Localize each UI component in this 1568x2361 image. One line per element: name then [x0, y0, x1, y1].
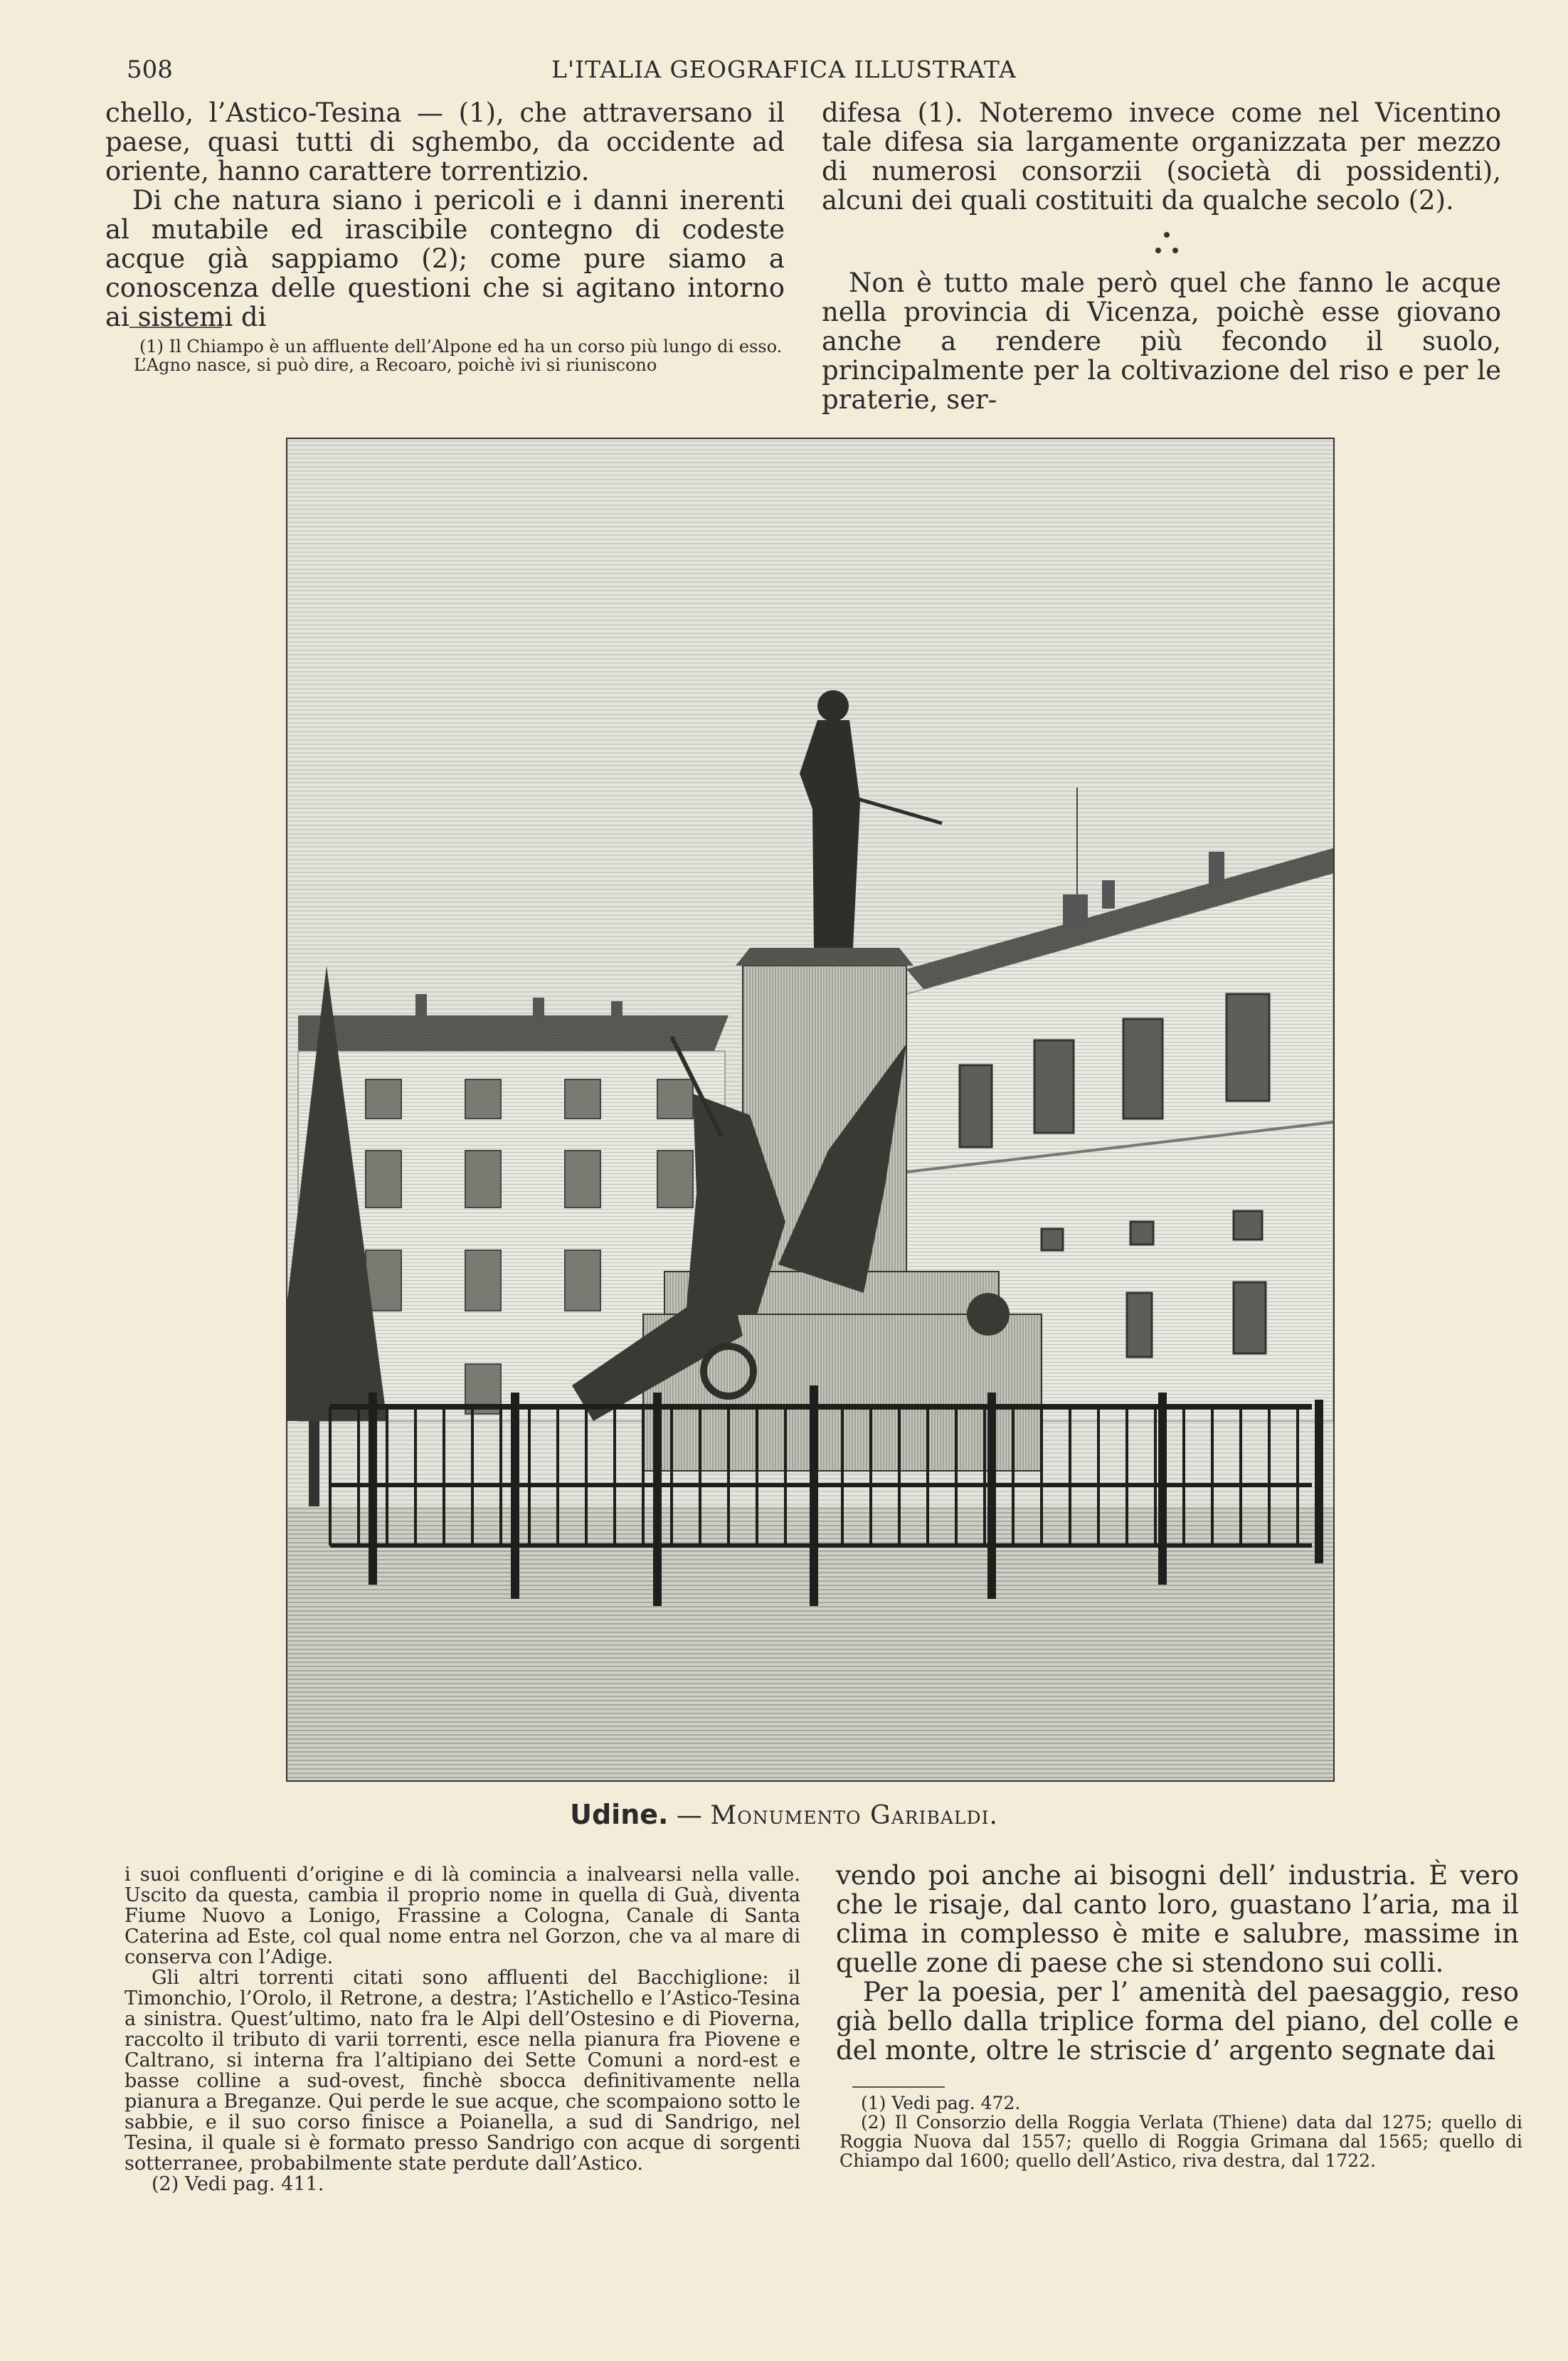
- caption-dash: —: [668, 1801, 711, 1830]
- caption-city: Udine.: [570, 1799, 669, 1830]
- top-left-column: [105, 98, 785, 332]
- running-head: L'ITALIA GEOGRAFICA ILLUSTRATA: [551, 56, 1017, 83]
- engraving-illustration: [286, 438, 1335, 1782]
- asterism-divider: [1124, 226, 1209, 262]
- paragraph: chello, l’Astico-Tesina — (1), che attraversano il paese, quasi tutti di sghembo, da occidente ad oriente, hanno carattere torrentizio.: [105, 97, 785, 186]
- footnote-rule: [852, 2086, 945, 2088]
- page-number: 508: [127, 56, 173, 84]
- paragraph: vendo poi anche ai bisogni dell’ industria. È vero che le risaje, dal canto loro, guastano l’aria, ma il clima in complesso è mite e salubre, massime in quelle zone di paese che si stendono sui colli.: [836, 1860, 1519, 1978]
- footnote-paragraph: (2) Vedi pag. 411.: [152, 2173, 324, 2195]
- footnote-paragraph: Gli altri torrenti citati sono affluenti del Bacchiglione: il Timonchio, l’Orolo, il Retrone, a destra; l’Astichello e l’Astico-Tesina a sinistra. Quest’ultimo, nato fra le Alpi dell’Ostesino e di Pioverna, raccolto il tributo di varii torrenti, esce nella pianura fra Piovene e Caltrano, si interna fra l’altipiano dei Sette Comuni a nord-est e basse colline a sud-ovest, finchè sbocca definitivamente nella pianura a Breganze. Qui perde le sue acque, che scompaiono sotto le sabbie, e il suo corso finisce a Poianella, a sud di Sandrigo, nel Tesina, il quale si è formato presso Sandrigo con acque di sorgenti sotterranee, probabilmente state perdute dall’Astico.: [125, 1967, 800, 2175]
- paragraph: Non è tutto male però quel che fanno le acque nella provincia di Vicenza, poichè esse giovano anche a rendere più fecondo il suolo, principalmente per la coltivazione del riso e per le praterie, ser-: [822, 268, 1501, 415]
- figure-caption: [0, 1799, 1568, 1830]
- footnote-rule: [129, 327, 222, 328]
- top-right-column: [822, 98, 1501, 215]
- footnote: (1) Il Chiampo è un affluente dell’Alpone ed ha un corso più lungo di esso. L’Agno nasce, si può dire, a Recoaro, poichè ivi si riuniscono: [134, 337, 783, 375]
- bottom-right-column: [836, 1861, 1519, 2065]
- paragraph: Per la poesia, per l’ amenità del paesaggio, reso già bello dalla triplice forma del piano, del colle e del monte, oltre le striscie d’ argento segnate dai: [836, 1977, 1519, 2066]
- footnote-paragraph: i suoi confluenti d’origine e di là comincia a inalvearsi nella valle. Uscito da questa, cambia il proprio nome in quella di Guà, diventa Fiume Nuovo a Lonigo, Frassine a Cologna, Canale di Santa Caterina ad Este, col qual nome entra nel Gorzon, che va al mare di conserva con l’Adige.: [125, 1864, 800, 1968]
- paragraph: Di che natura siano i pericoli e i danni inerenti al mutabile ed irascibile contegno di codeste acque già sappiamo (2); come pure siamo a conoscenza delle questioni che si agitano intorno ai sistemi di: [105, 185, 785, 332]
- bottom-left-footnote-column: [125, 1864, 800, 2194]
- monument-engraving: [287, 439, 1333, 1780]
- caption-title: Monumento Garibaldi.: [710, 1801, 998, 1830]
- top-right-column-continued: [822, 268, 1501, 414]
- footnote: (1) Vedi pag. 472. (2) Il Consorzio della Roggia Verlata (Thiene) data dal 1275; quello di Roggia Nuova dal 1557; quello di Roggia Grimana dal 1565; quello di Chiampo dal 1600; quello dell’Astico, riva destra, dal 1722.: [839, 2093, 1522, 2171]
- paragraph: difesa (1). Noteremo invece come nel Vicentino tale difesa sia largamente organizzata per mezzo di numerosi consorzii (società di possidenti), alcuni dei quali costituiti da qualche secolo (2).: [822, 97, 1501, 216]
